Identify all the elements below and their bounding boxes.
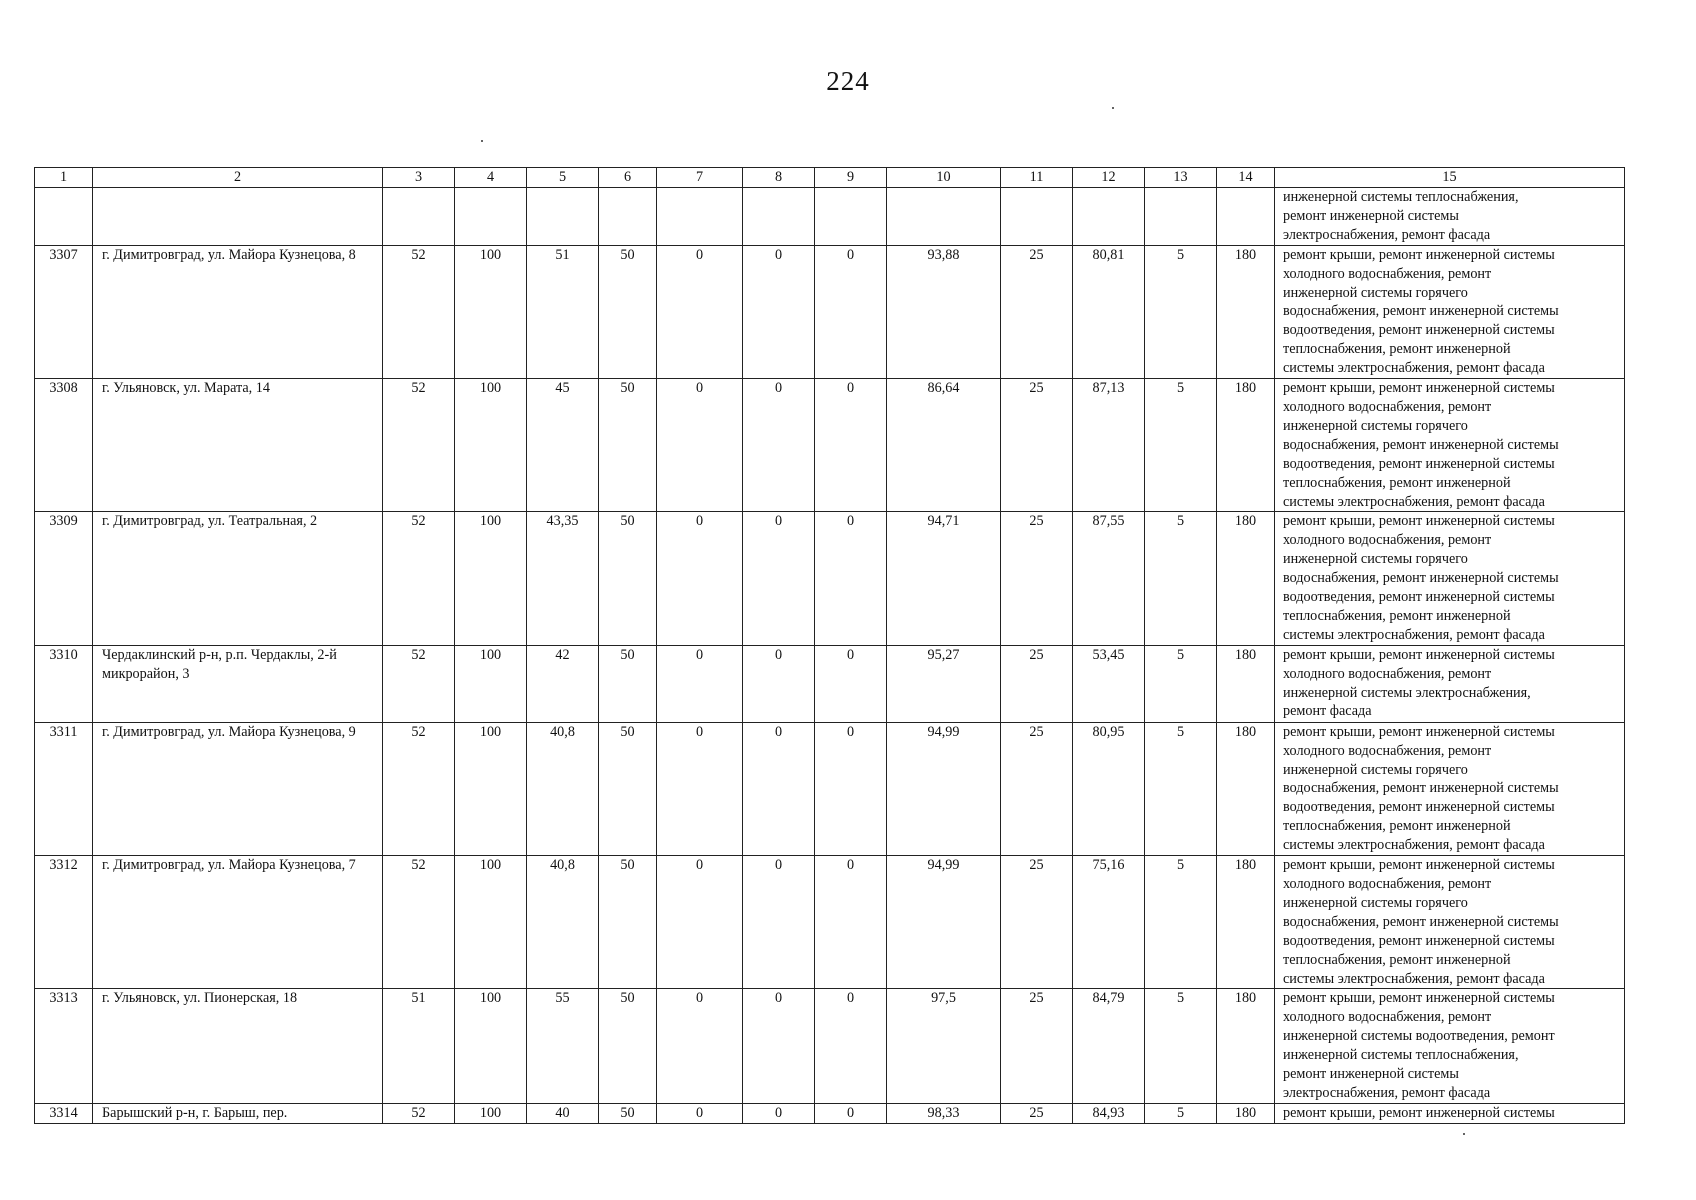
value-col-5: 40 [527, 1103, 599, 1123]
value-col-5: 55 [527, 989, 599, 1103]
column-number: 8 [743, 168, 815, 188]
column-number: 3 [383, 168, 455, 188]
repair-works-cell [1275, 645, 1625, 722]
value-col-3: 52 [383, 379, 455, 512]
value-col-12: 75,16 [1073, 856, 1145, 989]
scan-speck [1463, 1133, 1465, 1135]
value-col-13: 5 [1145, 645, 1217, 722]
value-col-8: 0 [743, 645, 815, 722]
value-col-12: 80,95 [1073, 722, 1145, 855]
repair-works-line: водоотведения, ремонт инженерной системы [1283, 799, 1555, 816]
value-col-4: 100 [455, 856, 527, 989]
repair-works-line: ремонт крыши, ремонт инженерной системы [1283, 857, 1555, 874]
value-col-3 [383, 188, 455, 246]
column-number: 9 [815, 168, 887, 188]
repair-works-line: водоснабжения, ремонт инженерной системы [1283, 436, 1559, 453]
repair-works-line: электроснабжения, ремонт фасада [1283, 226, 1491, 243]
value-col-3: 52 [383, 722, 455, 855]
value-col-11: 25 [1001, 722, 1073, 855]
house-address: Чердаклинский р-н, р.п. Чердаклы, 2-й микрорайон, 3 [93, 645, 383, 722]
value-col-13: 5 [1145, 856, 1217, 989]
value-col-8: 0 [743, 245, 815, 378]
value-col-7: 0 [657, 722, 743, 855]
repair-works-line: инженерной системы электроснабжения, [1283, 684, 1531, 701]
repair-works-line: ремонт крыши, ремонт инженерной системы [1283, 1104, 1555, 1121]
repair-works-line: ремонт крыши, ремонт инженерной системы [1283, 990, 1555, 1007]
value-col-11: 25 [1001, 856, 1073, 989]
repair-works-line: водоснабжения, ремонт инженерной системы [1283, 913, 1559, 930]
repair-works-line: теплоснабжения, ремонт инженерной [1283, 951, 1511, 968]
repair-works-line: водоснабжения, ремонт инженерной системы [1283, 780, 1559, 797]
value-col-5: 40,8 [527, 722, 599, 855]
house-number [35, 188, 93, 246]
value-col-11: 25 [1001, 1103, 1073, 1123]
repair-works-cell [1275, 856, 1625, 989]
value-col-5: 42 [527, 645, 599, 722]
value-col-8: 0 [743, 512, 815, 645]
value-col-6 [599, 188, 657, 246]
repair-works-line: системы электроснабжения, ремонт фасада [1283, 493, 1545, 510]
column-number: 1 [35, 168, 93, 188]
repair-works-line: электроснабжения, ремонт фасада [1283, 1084, 1491, 1101]
repair-works-line: системы электроснабжения, ремонт фасада [1283, 837, 1545, 854]
value-col-4: 100 [455, 645, 527, 722]
column-number: 15 [1275, 168, 1625, 188]
value-col-6: 50 [599, 512, 657, 645]
house-number: 3309 [35, 512, 93, 645]
repair-works-cell [1275, 722, 1625, 855]
table-row [35, 989, 1625, 1103]
repair-works-cell [1275, 245, 1625, 378]
value-col-4: 100 [455, 989, 527, 1103]
value-col-14: 180 [1217, 379, 1275, 512]
value-col-13 [1145, 188, 1217, 246]
value-col-9: 0 [815, 989, 887, 1103]
repair-works-cell [1275, 1103, 1625, 1123]
house-address: г. Димитровград, ул. Майора Кузнецова, 7 [93, 856, 383, 989]
table-row [35, 512, 1625, 645]
value-col-3: 51 [383, 989, 455, 1103]
column-number: 12 [1073, 168, 1145, 188]
value-col-13: 5 [1145, 1103, 1217, 1123]
value-col-3: 52 [383, 1103, 455, 1123]
column-number: 2 [93, 168, 383, 188]
value-col-8: 0 [743, 379, 815, 512]
value-col-5: 51 [527, 245, 599, 378]
value-col-10: 98,33 [887, 1103, 1001, 1123]
value-col-11: 25 [1001, 379, 1073, 512]
repair-works-line: холодного водоснабжения, ремонт [1283, 742, 1492, 759]
table-row [35, 645, 1625, 722]
repair-works-line: ремонт крыши, ремонт инженерной системы [1283, 646, 1555, 663]
repair-works-line: инженерной системы горячего [1283, 284, 1468, 301]
repair-works-line: теплоснабжения, ремонт инженерной [1283, 341, 1511, 358]
value-col-9: 0 [815, 1103, 887, 1123]
repair-works-line: инженерной системы горячего [1283, 894, 1468, 911]
column-number: 10 [887, 168, 1001, 188]
repair-works-line: системы электроснабжения, ремонт фасада [1283, 360, 1545, 377]
value-col-14: 180 [1217, 722, 1275, 855]
repair-works-line: инженерной системы водоотведения, ремонт [1283, 1028, 1555, 1045]
house-address [93, 188, 383, 246]
value-col-14: 180 [1217, 1103, 1275, 1123]
repair-works-line: холодного водоснабжения, ремонт [1283, 876, 1492, 892]
column-number: 4 [455, 168, 527, 188]
table-body [35, 168, 1625, 1124]
value-col-7: 0 [657, 1103, 743, 1123]
value-col-5 [527, 188, 599, 246]
page-number: 224 [826, 66, 870, 96]
value-col-13: 5 [1145, 245, 1217, 378]
value-col-5: 40,8 [527, 856, 599, 989]
repair-works-line: ремонт крыши, ремонт инженерной системы [1283, 723, 1555, 740]
house-number: 3307 [35, 245, 93, 378]
repair-works-line: водоснабжения, ремонт инженерной системы [1283, 570, 1559, 587]
value-col-10: 94,71 [887, 512, 1001, 645]
value-col-7 [657, 188, 743, 246]
value-col-6: 50 [599, 1103, 657, 1123]
value-col-6: 50 [599, 645, 657, 722]
column-number: 11 [1001, 168, 1073, 188]
value-col-6: 50 [599, 856, 657, 989]
repair-works-line: инженерной системы теплоснабжения, [1283, 189, 1519, 205]
table-row [35, 379, 1625, 512]
value-col-10: 86,64 [887, 379, 1001, 512]
house-address: Барышский р-н, г. Барыш, пер. [93, 1103, 383, 1123]
repair-works-line: ремонт крыши, ремонт инженерной системы [1283, 380, 1555, 397]
column-number: 7 [657, 168, 743, 188]
repair-works-line: теплоснабжения, ремонт инженерной [1283, 607, 1511, 624]
value-col-14: 180 [1217, 512, 1275, 645]
repair-works-line: ремонт инженерной системы [1283, 1066, 1459, 1083]
value-col-7: 0 [657, 856, 743, 989]
value-col-7: 0 [657, 989, 743, 1103]
value-col-11: 25 [1001, 512, 1073, 645]
repair-works-line: водоснабжения, ремонт инженерной системы [1283, 303, 1559, 320]
house-number: 3314 [35, 1103, 93, 1123]
value-col-10: 93,88 [887, 245, 1001, 378]
value-col-4: 100 [455, 379, 527, 512]
value-col-4: 100 [455, 512, 527, 645]
repair-works-cell [1275, 188, 1625, 246]
repair-works-line: ремонт крыши, ремонт инженерной системы [1283, 246, 1555, 263]
column-number-row [35, 168, 1625, 188]
house-address: г. Ульяновск, ул. Пионерская, 18 [93, 989, 383, 1103]
value-col-10: 95,27 [887, 645, 1001, 722]
value-col-12: 80,81 [1073, 245, 1145, 378]
repair-works-line: ремонт инженерной системы [1283, 207, 1459, 224]
value-col-9 [815, 188, 887, 246]
repair-works-line: водоотведения, ремонт инженерной системы [1283, 322, 1555, 339]
house-address: г. Димитровград, ул. Майора Кузнецова, 8 [93, 245, 383, 378]
house-address: г. Димитровград, ул. Майора Кузнецова, 9 [93, 722, 383, 855]
column-number: 5 [527, 168, 599, 188]
value-col-3: 52 [383, 645, 455, 722]
repair-works-cell [1275, 512, 1625, 645]
column-number: 13 [1145, 168, 1217, 188]
house-number: 3310 [35, 645, 93, 722]
value-col-8: 0 [743, 989, 815, 1103]
value-col-7: 0 [657, 512, 743, 645]
value-col-4 [455, 188, 527, 246]
value-col-8: 0 [743, 856, 815, 989]
value-col-6: 50 [599, 989, 657, 1103]
value-col-6: 50 [599, 245, 657, 378]
value-col-8: 0 [743, 722, 815, 855]
value-col-11: 25 [1001, 989, 1073, 1103]
value-col-12: 87,55 [1073, 512, 1145, 645]
house-number: 3308 [35, 379, 93, 512]
value-col-10: 97,5 [887, 989, 1001, 1103]
table-row [35, 722, 1625, 855]
house-address: г. Димитровград, ул. Театральная, 2 [93, 512, 383, 645]
value-col-8: 0 [743, 1103, 815, 1123]
repair-works-line: ремонт фасада [1283, 703, 1372, 720]
house-number: 3311 [35, 722, 93, 855]
repair-works-line: инженерной системы горячего [1283, 551, 1468, 568]
registry-table [34, 167, 1625, 1124]
repair-works-line: водоотведения, ремонт инженерной системы [1283, 589, 1555, 606]
value-col-14: 180 [1217, 856, 1275, 989]
value-col-10: 94,99 [887, 722, 1001, 855]
value-col-12: 87,13 [1073, 379, 1145, 512]
column-number: 6 [599, 168, 657, 188]
repair-works-line: инженерной системы теплоснабжения, [1283, 1047, 1519, 1064]
table-row [35, 188, 1625, 246]
value-col-12: 53,45 [1073, 645, 1145, 722]
repair-works-line: теплоснабжения, ремонт инженерной [1283, 474, 1511, 491]
value-col-11 [1001, 188, 1073, 246]
repair-works-line: инженерной системы горячего [1283, 417, 1468, 434]
value-col-13: 5 [1145, 989, 1217, 1103]
value-col-5: 43,35 [527, 512, 599, 645]
value-col-13: 5 [1145, 379, 1217, 512]
column-number: 14 [1217, 168, 1275, 188]
repair-works-line: водоотведения, ремонт инженерной системы [1283, 932, 1555, 949]
value-col-9: 0 [815, 645, 887, 722]
repair-works-line: холодного водоснабжения, ремонт [1283, 1009, 1492, 1026]
value-col-4: 100 [455, 722, 527, 855]
scan-speck [481, 140, 483, 142]
value-col-12: 84,79 [1073, 989, 1145, 1103]
repair-works-line: системы электроснабжения, ремонт фасада [1283, 970, 1545, 987]
value-col-14 [1217, 188, 1275, 246]
value-col-9: 0 [815, 245, 887, 378]
value-col-7: 0 [657, 379, 743, 512]
value-col-12 [1073, 188, 1145, 246]
value-col-4: 100 [455, 1103, 527, 1123]
value-col-7: 0 [657, 245, 743, 378]
value-col-9: 0 [815, 379, 887, 512]
value-col-6: 50 [599, 379, 657, 512]
value-col-3: 52 [383, 512, 455, 645]
table-row [35, 245, 1625, 378]
value-col-7: 0 [657, 645, 743, 722]
repair-works-line: холодного водоснабжения, ремонт [1283, 665, 1492, 682]
value-col-4: 100 [455, 245, 527, 378]
repair-works-line: инженерной системы горячего [1283, 761, 1468, 778]
value-col-10: 94,99 [887, 856, 1001, 989]
repair-works-line: теплоснабжения, ремонт инженерной [1283, 818, 1511, 835]
value-col-14: 180 [1217, 989, 1275, 1103]
repair-works-line: водоотведения, ремонт инженерной системы [1283, 455, 1555, 472]
house-number: 3312 [35, 856, 93, 989]
repair-works-line: холодного водоснабжения, ремонт [1283, 265, 1492, 282]
value-col-6: 50 [599, 722, 657, 855]
scan-speck [1112, 107, 1114, 109]
value-col-5: 45 [527, 379, 599, 512]
table-row [35, 856, 1625, 989]
house-address: г. Ульяновск, ул. Марата, 14 [93, 379, 383, 512]
value-col-9: 0 [815, 722, 887, 855]
value-col-14: 180 [1217, 245, 1275, 378]
repair-works-line: системы электроснабжения, ремонт фасада [1283, 626, 1545, 643]
repair-works-cell [1275, 379, 1625, 512]
value-col-14: 180 [1217, 645, 1275, 722]
value-col-10 [887, 188, 1001, 246]
value-col-9: 0 [815, 512, 887, 645]
repair-works-line: ремонт крыши, ремонт инженерной системы [1283, 513, 1555, 530]
value-col-11: 25 [1001, 245, 1073, 378]
table-row [35, 1103, 1625, 1123]
house-number: 3313 [35, 989, 93, 1103]
repair-works-line: холодного водоснабжения, ремонт [1283, 532, 1492, 549]
value-col-11: 25 [1001, 645, 1073, 722]
value-col-3: 52 [383, 245, 455, 378]
value-col-12: 84,93 [1073, 1103, 1145, 1123]
value-col-3: 52 [383, 856, 455, 989]
value-col-13: 5 [1145, 512, 1217, 645]
value-col-9: 0 [815, 856, 887, 989]
repair-works-line: холодного водоснабжения, ремонт [1283, 398, 1492, 415]
repair-works-cell [1275, 989, 1625, 1103]
value-col-13: 5 [1145, 722, 1217, 855]
value-col-8 [743, 188, 815, 246]
